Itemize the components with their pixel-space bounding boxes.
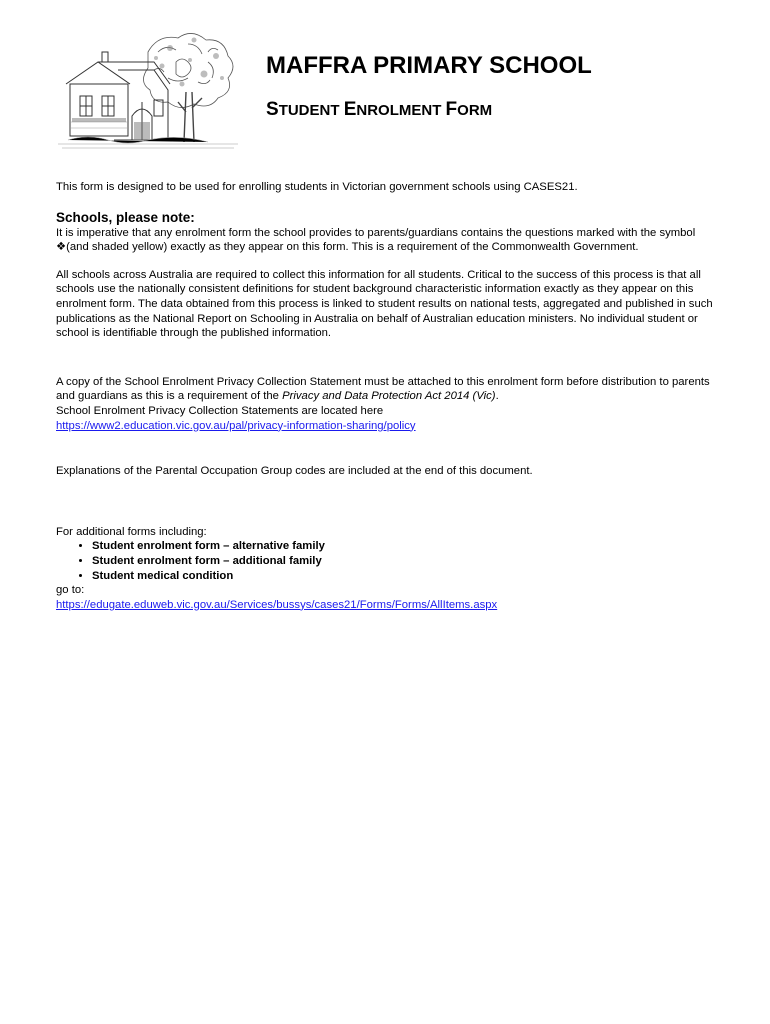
- privacy-act-name: Privacy and Data Protection Act 2014 (Vic): [282, 390, 496, 403]
- additional-forms-lead: For additional forms including:: [56, 525, 207, 538]
- form-title-text: ORM: [457, 102, 493, 119]
- form-title-text: NROLMENT: [356, 102, 446, 119]
- form-body: [56, 180, 716, 612]
- privacy-text: .: [495, 390, 499, 403]
- form-title: [266, 99, 492, 121]
- additional-forms-list: [56, 539, 716, 583]
- form-title-initial: S: [266, 99, 279, 120]
- note-paragraph: It is imperative that any enrolment form the school provides to parents/guardians contains the questions marked with the symbol ❖(and shaded yellow) exactly as they appear on this form. This is a requirement of the Commonwealth Government.: [56, 226, 696, 254]
- list-item: • Student enrolment form – additional family: [92, 554, 716, 569]
- go-to-text: go to:: [56, 584, 85, 597]
- cases21-forms-link[interactable]: https://edugate.eduweb.vic.gov.au/Services/bussys/cases21/Forms/Forms/AllItems.aspx: [56, 598, 498, 611]
- form-title-text: TUDENT: [278, 102, 344, 119]
- form-title-initial: E: [343, 99, 357, 120]
- list-item: • Student medical condition: [92, 569, 716, 584]
- list-item: • Student enrolment form – alternative family: [92, 539, 716, 554]
- intro-text: This form is designed to be used for enrolling students in Victorian government schools using CASES21.: [56, 181, 578, 193]
- explanations-text: Explanations of the Parental Occupation Group codes are included at the end of this document.: [56, 465, 533, 478]
- note-heading: Schools, please note:: [56, 209, 195, 225]
- privacy-text: A copy of the School Enrolment Privacy Collection Statement must be attached to this enrolment form before distribution to parents and guardians as this is a requirement of the: [56, 375, 710, 403]
- privacy-paragraph: [56, 375, 716, 404]
- school-name: MAFFRA PRIMARY SCHOOL: [266, 52, 592, 79]
- note-paragraph: All schools across Australia are required to collect this information for all students. Critical to the success of this process is that all schools use the nationally consistent definitions for student background characteristic information exactly as they appear on this enrolment form. The data obtained from this process is linked to student results on national tests, aggregated and published in such publications as the National Report on Schooling in Australia on behalf of Australian education ministers. No individual student or school is identifiable through the published information.: [56, 268, 713, 340]
- privacy-policy-link[interactable]: https://www2.education.vic.gov.au/pal/privacy-information-sharing/policy: [56, 419, 416, 432]
- privacy-located-text: School Enrolment Privacy Collection Statements are located here: [56, 404, 384, 417]
- school-building-sketch-icon: [58, 22, 238, 155]
- form-title-initial: F: [445, 99, 458, 120]
